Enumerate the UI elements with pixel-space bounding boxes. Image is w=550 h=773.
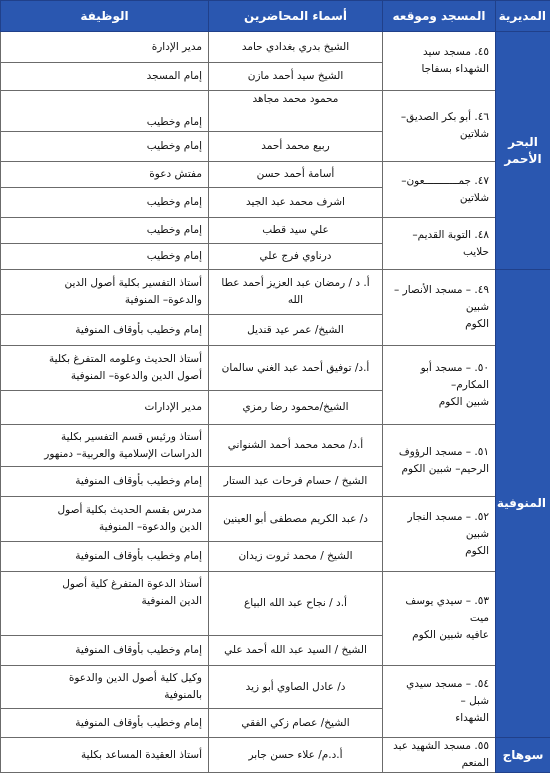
job-cell: إمام وخطيب بأوقاف المنوفية: [1, 709, 209, 738]
mosque-cell: ٤٦. أبو بكر الصديق–شلاتين: [383, 91, 496, 162]
table-row: [1, 32, 550, 63]
table-row: [1, 218, 550, 244]
job-cell: مدير الإدارة: [1, 32, 209, 63]
job-cell: إمام المسجد: [1, 63, 209, 91]
lecturer-cell: الشيخ / محمد ثروت زيدان: [209, 542, 383, 572]
job-cell: مدرس بقسم الحديث بكلية أصول الدين والدعوة– المنوفية: [1, 497, 209, 542]
lecturer-cell: اشرف محمد عبد الجيد: [209, 188, 383, 218]
lecturer-cell: درناوي فرج علي: [209, 244, 383, 270]
mosque-cell: ٤٥. مسجد سيد الشهداء بسفاجا: [383, 32, 496, 91]
lecturer-cell: ربيع محمد أحمد: [209, 132, 383, 162]
lecturer-cell: أسامة أحمد حسن: [209, 162, 383, 188]
job-cell: إمام وخطيب بأوقاف المنوفية: [1, 467, 209, 497]
mosque-cell: ٥٠. – مسجد أبو المكارم– شبين الكوم: [383, 346, 496, 425]
table-row: [1, 497, 550, 542]
table-row: [1, 162, 550, 188]
lecturer-cell: أ.د/ توفيق أحمد عبد الغني سالمان: [209, 346, 383, 391]
governorate-cell: البحر الأحمر: [496, 32, 550, 270]
header-governorate: المديرية: [496, 1, 550, 32]
lecturer-cell: محمود محمد مجاهد: [209, 91, 383, 132]
job-cell: أستاذ ورئيس قسم التفسير بكلية الدراسات الإسلامية والعربية– دمنهور: [1, 425, 209, 467]
lecturer-cell: أ.د/ محمد محمد أحمد الشنواني: [209, 425, 383, 467]
lecturer-cell: د/ عادل الصاوي أبو زيد: [209, 666, 383, 709]
job-cell: وكيل كلية أصول الدين والدعوة بالمنوفية: [1, 666, 209, 709]
lecturer-cell: أ. د / رمضان عبد العزيز أحمد عطا الله: [209, 270, 383, 315]
mosque-cell: ٤٨. التوبة القديم–حلايب: [383, 218, 496, 270]
mosque-cell: ٤٩. – مسجد الأنصار – شبين الكوم: [383, 270, 496, 346]
mosque-cell: ٥٢. – مسجد النجار شبين الكوم: [383, 497, 496, 572]
governorate-cell: سوهاج: [496, 738, 550, 773]
table-row: [1, 572, 550, 636]
job-cell: إمام وخطيب بأوقاف المنوفية: [1, 315, 209, 346]
table-row: [1, 425, 550, 467]
lecturer-cell: الشيخ / حسام فرحات عبد الستار: [209, 467, 383, 497]
header-mosque: المسجد وموقعه: [383, 1, 496, 32]
mosque-cell: ٥٣. – سيدي يوسف ميت عافيه شبين الكوم: [383, 572, 496, 666]
header-row: [1, 1, 550, 32]
table-row: [1, 270, 550, 315]
mosque-cell: ٤٧. جمـــــــــــعون– شلاتين: [383, 162, 496, 218]
job-cell: إمام وخطيب: [1, 218, 209, 244]
job-cell: مفتش دعوة: [1, 162, 209, 188]
mosque-cell: ٥١. – مسجد الرؤوف الرحيم– شبين الكوم: [383, 425, 496, 497]
mosque-cell: ٥٥. مسجد الشهيد عبد المنعم: [383, 738, 496, 773]
job-cell: إمام وخطيب: [1, 132, 209, 162]
job-cell: إمام وخطيب بأوقاف المنوفية: [1, 542, 209, 572]
job-cell: إمام وخطيب: [1, 188, 209, 218]
lecturer-cell: د/ عبد الكريم مصطفى أبو العينين: [209, 497, 383, 542]
table-row: [1, 738, 550, 773]
job-cell: إمام وخطيب بأوقاف المنوفية: [1, 636, 209, 666]
governorate-cell: المنوفية: [496, 270, 550, 738]
job-cell: أستاذ التفسير بكلية أصول الدين والدعوة– المنوفية: [1, 270, 209, 315]
header-job: الوظيفة: [1, 1, 209, 32]
mosque-cell: ٥٤. – مسجد سيدي شبل – الشهداء: [383, 666, 496, 738]
lecturer-cell: الشيخ بدري بغدادي حامد: [209, 32, 383, 63]
job-cell: أستاذ الحديث وعلومه المتفرغ بكلية أصول الدين والدعوة– المنوفية: [1, 346, 209, 391]
lecturer-cell: أ.د / نجاح عبد الله البياع: [209, 572, 383, 636]
lecturer-cell: الشيخ/ عصام زكي الفقي: [209, 709, 383, 738]
lecturer-cell: أ.د.م/ علاء حسن جابر: [209, 738, 383, 773]
lecturer-cell: الشيخ / السيد عبد الله أحمد علي: [209, 636, 383, 666]
lecturer-cell: الشيخ/محمود رضا رمزي: [209, 391, 383, 425]
lecturer-cell: علي سيد قطب: [209, 218, 383, 244]
job-cell: إمام وخطيب: [1, 91, 209, 132]
lecturer-cell: الشيخ/ عمر عيد قنديل: [209, 315, 383, 346]
job-cell: أستاذ العقيدة المساعد بكلية: [1, 738, 209, 773]
job-cell: إمام وخطيب: [1, 244, 209, 270]
table-row: [1, 346, 550, 391]
job-cell: مدير الإدارات: [1, 391, 209, 425]
table-row: [1, 666, 550, 709]
lecturer-cell: الشيخ سيد أحمد مازن: [209, 63, 383, 91]
table-row: [1, 91, 550, 132]
job-cell: أستاذ الدعوة المتفرغ كلية أصول الدين المنوفية: [1, 572, 209, 636]
header-lecturers: أسماء المحاضرين: [209, 1, 383, 32]
